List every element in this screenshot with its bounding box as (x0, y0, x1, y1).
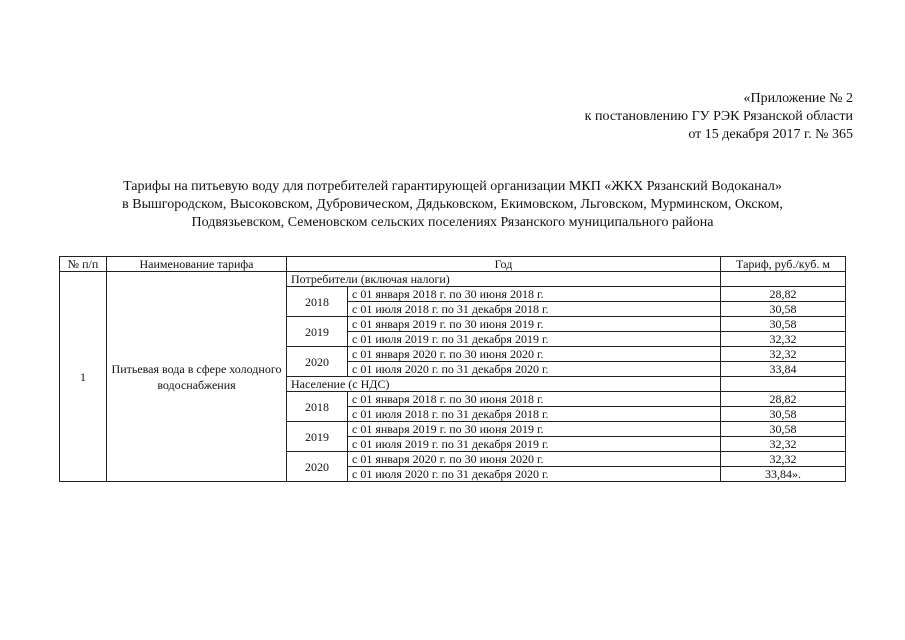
tariff-value: 33,84 (721, 362, 846, 377)
tariff-value: 32,32 (721, 452, 846, 467)
tariff-value: 30,58 (721, 302, 846, 317)
year-cell: 2018 (287, 392, 348, 422)
title-line-2: в Вышгородском, Высоковском, Дубровическом, Дядьковском, Екимовском, Льговском, Мурминском, Окском, (122, 197, 783, 212)
period-cell: с 01 июля 2020 г. по 31 декабря 2020 г. (348, 467, 721, 482)
year-cell: 2018 (287, 287, 348, 317)
tariff-value: 32,32 (721, 347, 846, 362)
tariff-value: 28,82 (721, 287, 846, 302)
period-cell: с 01 июля 2018 г. по 31 декабря 2018 г. (348, 407, 721, 422)
group-row (60, 272, 846, 287)
header-num: № п/п (60, 257, 107, 272)
year-cell: 2019 (287, 317, 348, 347)
year-cell: 2020 (287, 452, 348, 482)
tariff-value: 30,58 (721, 407, 846, 422)
period-cell: с 01 июля 2019 г. по 31 декабря 2019 г. (348, 437, 721, 452)
period-cell: с 01 января 2018 г. по 30 июня 2018 г. (348, 392, 721, 407)
header-name: Наименование тарифа (107, 257, 287, 272)
period-cell: с 01 января 2018 г. по 30 июня 2018 г. (348, 287, 721, 302)
year-cell: 2019 (287, 422, 348, 452)
appendix-header (585, 90, 853, 144)
row-number: 1 (60, 272, 107, 482)
period-cell: с 01 января 2020 г. по 30 июня 2020 г. (348, 452, 721, 467)
appendix-line-3: от 15 декабря 2017 г. № 365 (688, 127, 853, 142)
tariff-value: 33,84». (721, 467, 846, 482)
appendix-line-2: к постановлению ГУ РЭК Рязанской области (584, 109, 853, 124)
group-label: Население (с НДС) (287, 377, 721, 392)
tariff-value: 28,82 (721, 392, 846, 407)
period-cell: с 01 января 2019 г. по 30 июня 2019 г. (348, 422, 721, 437)
table-header-row (60, 257, 846, 272)
group-label: Потребители (включая налоги) (287, 272, 721, 287)
appendix-line-1: «Приложение № 2 (743, 91, 853, 106)
header-year: Год (287, 257, 721, 272)
period-cell: с 01 июля 2019 г. по 31 декабря 2019 г. (348, 332, 721, 347)
tariff-value: 32,32 (721, 332, 846, 347)
tariff-table (59, 256, 846, 482)
tariff-value: 30,58 (721, 422, 846, 437)
group-tariff-empty (721, 272, 846, 287)
period-cell: с 01 января 2020 г. по 30 июня 2020 г. (348, 347, 721, 362)
title-line-1: Тарифы на питьевую воду для потребителей гарантирующей организации МКП «ЖКХ Рязанский Водоканал» (123, 179, 782, 194)
header-tariff: Тариф, руб./куб. м (721, 257, 846, 272)
period-cell: с 01 июля 2020 г. по 31 декабря 2020 г. (348, 362, 721, 377)
tariff-name: Питьевая вода в сфере холодного водоснабжения (107, 272, 287, 482)
title-line-3: Подвязьевском, Семеновском сельских поселениях Рязанского муниципального района (191, 215, 714, 230)
year-cell: 2020 (287, 347, 348, 377)
period-cell: с 01 января 2019 г. по 30 июня 2019 г. (348, 317, 721, 332)
tariff-value: 32,32 (721, 437, 846, 452)
tariff-value: 30,58 (721, 317, 846, 332)
group-tariff-empty (721, 377, 846, 392)
document-title (60, 178, 845, 232)
period-cell: с 01 июля 2018 г. по 31 декабря 2018 г. (348, 302, 721, 317)
